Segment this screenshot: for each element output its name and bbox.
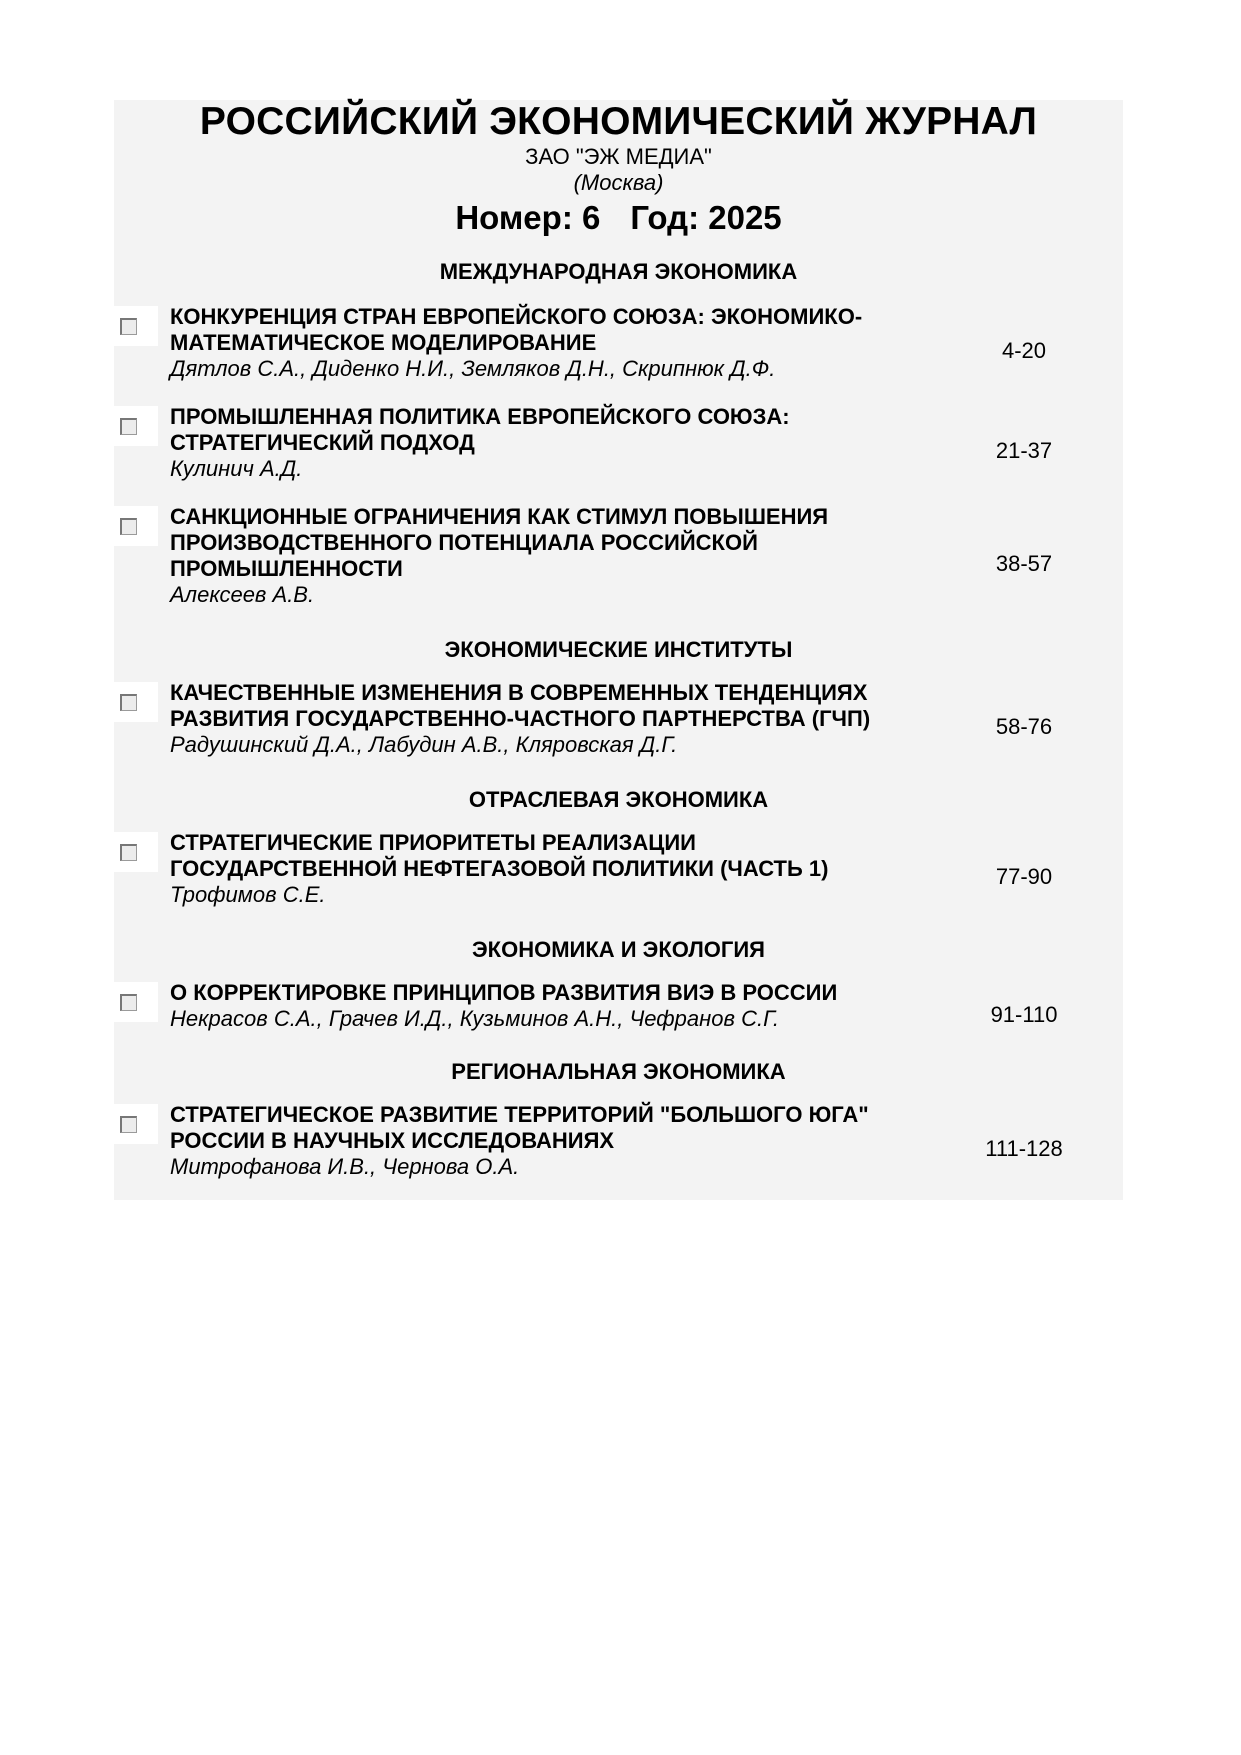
issue-info — [114, 196, 1123, 240]
select-checkbox[interactable] — [120, 418, 137, 435]
article-pages: 77-90 — [995, 864, 1053, 889]
article-item — [114, 980, 1123, 1040]
publisher-city: (Москва) — [573, 170, 664, 195]
section-heading: ОТРАСЛЕВАЯ ЭКОНОМИКА — [468, 787, 769, 812]
select-checkbox[interactable] — [120, 694, 137, 711]
select-checkbox[interactable] — [120, 318, 137, 335]
journal-title: РОССИЙСКИЙ ЭКОНОМИЧЕСКИЙ ЖУРНАЛ — [199, 100, 1038, 143]
section-heading: ЭКОНОМИЧЕСКИЕ ИНСТИТУТЫ — [444, 637, 793, 662]
article-authors: Дятлов С.А., Диденко Н.И., Земляков Д.Н., Скрипнюк Д.Ф. — [170, 356, 776, 381]
section-heading: МЕЖДУНАРОДНАЯ ЭКОНОМИКА — [439, 259, 798, 284]
article-pages: 38-57 — [995, 551, 1053, 576]
section-heading: РЕГИОНАЛЬНАЯ ЭКОНОМИКА — [451, 1059, 786, 1084]
article-authors: Радушинский Д.А., Лабудин А.В., Кляровская Д.Г. — [170, 732, 678, 757]
article-authors: Некрасов С.А., Грачев И.Д., Кузьминов А.Н., Чефранов С.Г. — [170, 1006, 779, 1031]
article-pages: 4-20 — [1001, 338, 1047, 363]
article-item — [114, 304, 1123, 390]
select-checkbox[interactable] — [120, 518, 137, 535]
issue-number: Номер: 6 — [455, 199, 601, 236]
publisher-name: ЗАО "ЭЖ МЕДИА" — [525, 144, 712, 169]
article-item — [114, 830, 1123, 916]
article-title[interactable]: ПРОМЫШЛЕННАЯ ПОЛИТИКА ЕВРОПЕЙСКОГО СОЮЗА: СТРАТЕГИЧЕСКИЙ ПОДХОД — [170, 404, 790, 455]
article-authors: Митрофанова И.В., Чернова О.А. — [170, 1154, 520, 1179]
article-title[interactable]: СТРАТЕГИЧЕСКОЕ РАЗВИТИЕ ТЕРРИТОРИЙ "БОЛЬШОГО ЮГА" РОССИИ В НАУЧНЫХ ИССЛЕДОВАНИЯХ — [170, 1102, 869, 1153]
article-pages: 21-37 — [995, 438, 1053, 463]
article-pages: 91-110 — [990, 1002, 1058, 1027]
article-title[interactable]: КОНКУРЕНЦИЯ СТРАН ЕВРОПЕЙСКОГО СОЮЗА: ЭКОНОМИКО- МАТЕМАТИЧЕСКОЕ МОДЕЛИРОВАНИЕ — [170, 304, 863, 355]
article-item — [114, 404, 1123, 490]
article-pages: 111-128 — [985, 1136, 1063, 1161]
article-authors: Трофимов С.Е. — [170, 882, 326, 907]
article-item — [114, 504, 1123, 616]
article-title[interactable]: О КОРРЕКТИРОВКЕ ПРИНЦИПОВ РАЗВИТИЯ ВИЭ В РОССИИ — [170, 980, 838, 1005]
article-authors: Кулинич А.Д. — [170, 456, 303, 481]
article-title[interactable]: СТРАТЕГИЧЕСКИЕ ПРИОРИТЕТЫ РЕАЛИЗАЦИИ ГОСУДАРСТВЕННОЙ НЕФТЕГАЗОВОЙ ПОЛИТИКИ (ЧАСТЬ 1) — [170, 830, 829, 881]
article-item — [114, 680, 1123, 766]
article-authors: Алексеев А.В. — [170, 582, 315, 607]
issue-year: Год: 2025 — [630, 199, 782, 236]
article-pages: 58-76 — [995, 714, 1053, 739]
article-item — [114, 1102, 1123, 1188]
select-checkbox[interactable] — [120, 994, 137, 1011]
select-checkbox[interactable] — [120, 1116, 137, 1133]
article-title[interactable]: САНКЦИОННЫЕ ОГРАНИЧЕНИЯ КАК СТИМУЛ ПОВЫШЕНИЯ ПРОИЗВОДСТВЕННОГО ПОТЕНЦИАЛА РОССИЙСКОЙ ПРОМЫШЛЕННОСТИ — [170, 504, 829, 581]
article-title[interactable]: КАЧЕСТВЕННЫЕ ИЗМЕНЕНИЯ В СОВРЕМЕННЫХ ТЕНДЕНЦИЯХ РАЗВИТИЯ ГОСУДАРСТВЕННО-ЧАСТНОГО ПАРТНЕРСТВА (ГЧП) — [170, 680, 871, 731]
section-heading: ЭКОНОМИКА И ЭКОЛОГИЯ — [472, 937, 765, 962]
select-checkbox[interactable] — [120, 844, 137, 861]
